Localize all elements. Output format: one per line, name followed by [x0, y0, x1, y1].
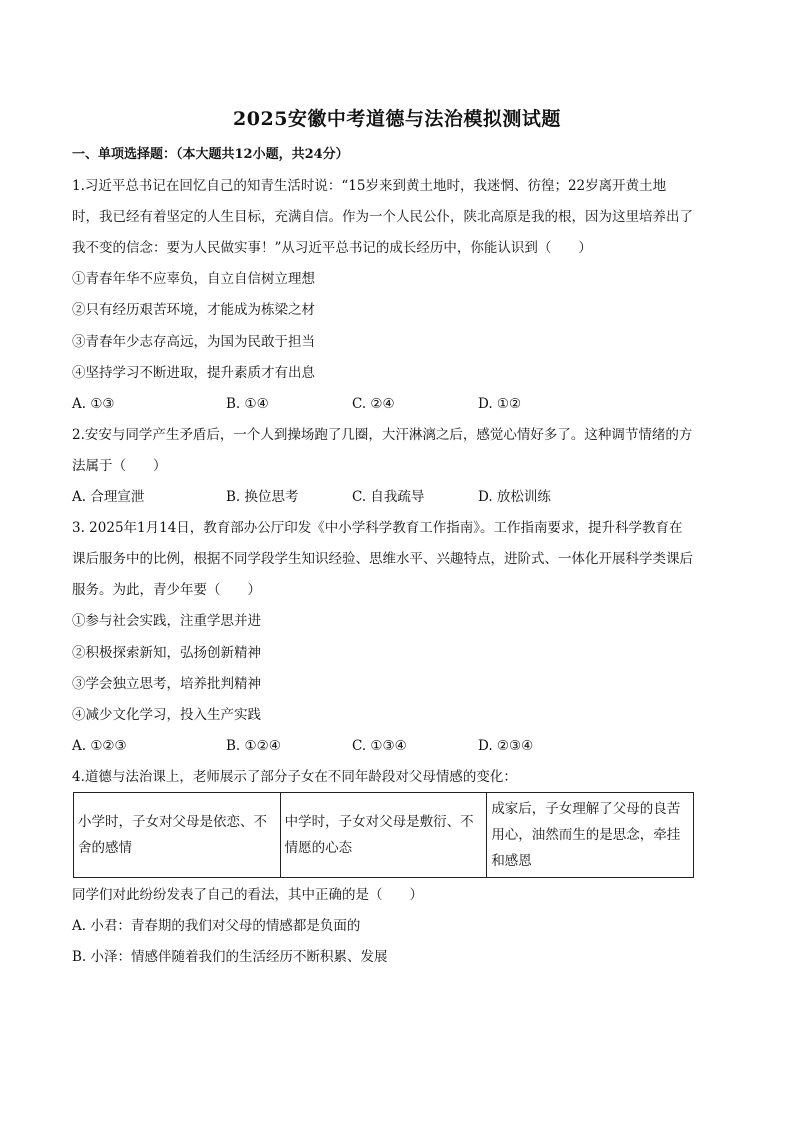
q2-stem-line: 2.安安与同学产生矛盾后，一个人到操场跑了几圈，大汗淋漓之后，感觉心情好多了。这种调节情绪的方 [72, 427, 693, 443]
q1-stem-line: 我不变的信念：要为人民做实事！”从习近平总书记的成长经历中，你能认识到（ ） [72, 240, 592, 256]
q3-statement: ②积极探索新知，弘扬创新精神 [72, 645, 261, 661]
q2-options [72, 488, 732, 506]
q3-stem-line: 服务。为此，青少年要（ ） [72, 582, 261, 598]
q1-statement: ④坚持学习不断进取，提升素质才有出息 [72, 365, 315, 381]
q1-option-a[interactable]: A. ①③ [72, 396, 115, 412]
q1-statement: ③青春年少志存高远，为国为民敢于担当 [72, 334, 315, 350]
q1-option-c[interactable]: C. ②④ [352, 396, 395, 412]
q3-options [72, 737, 732, 755]
q2-option-d[interactable]: D. 放松训练 [478, 489, 551, 505]
q1-stem-line: 时，我已经有着坚定的人生目标，充满自信。作为一个人民公仆，陕北高原是我的根，因为这里培养出了 [72, 209, 693, 225]
page-title: 2025安徽中考道德与法治模拟测试题 [233, 108, 561, 130]
section-heading: 一、单项选择题：（本大题共12小题，共24分） [72, 147, 349, 162]
q2-option-a[interactable]: A. 合理宣泄 [72, 489, 145, 505]
q4-option-a[interactable]: A. 小君：青春期的我们对父母的情感都是负面的 [72, 918, 361, 934]
q1-stem-line: 1.习近平总书记在回忆自己的知青生活时说：“15岁来到黄土地时，我迷惘、彷徨；22岁离开黄土地 [72, 178, 667, 194]
q4-prompt: 同学们对此纷纷发表了自己的看法，其中正确的是（ ） [72, 887, 423, 903]
q3-option-d[interactable]: D. ②③④ [478, 738, 534, 754]
q3-option-b[interactable]: B. ①②④ [226, 738, 281, 754]
table-cell-middle: 中学时，子女对父母是敷衍、不情愿的心态 [280, 793, 487, 878]
q2-stem-line: 法属于（ ） [72, 458, 167, 474]
q4-option-b[interactable]: B. 小泽：情感伴随着我们的生活经历不断积累、发展 [72, 949, 388, 965]
q3-option-c[interactable]: C. ①③④ [352, 738, 407, 754]
q3-statement: ③学会独立思考，培养批判精神 [72, 676, 261, 692]
q3-statement: ①参与社会实践，注重学思并进 [72, 613, 261, 629]
q1-statement: ②只有经历艰苦环境，才能成为栋梁之材 [72, 302, 315, 318]
table-row [74, 793, 694, 878]
table-cell-primary: 小学时，子女对父母是依恋、不舍的感情 [74, 793, 281, 878]
q3-stem-line: 3. 2025年1月14日，教育部办公厅印发《中小学科学教育工作指南》。工作指南要求，提升科学教育在 [72, 520, 683, 536]
q1-options [72, 395, 732, 413]
table-cell-adult: 成家后，子女理解了父母的良苦用心，油然而生的是思念，牵挂和感恩 [487, 793, 694, 878]
q2-option-b[interactable]: B. 换位思考 [226, 489, 299, 505]
q1-statement: ①青春年华不应辜负，自立自信树立理想 [72, 271, 315, 287]
q3-stem-line: 课后服务中的比例，根据不同学段学生知识经验、思维水平、兴趣特点，进阶式、一体化开展科学类课后 [72, 551, 693, 567]
q1-option-d[interactable]: D. ①② [478, 396, 522, 412]
q3-option-a[interactable]: A. ①②③ [72, 738, 127, 754]
q3-statement: ④减少文化学习，投入生产实践 [72, 707, 261, 723]
q4-table [73, 792, 694, 878]
q2-option-c[interactable]: C. 自我疏导 [352, 489, 425, 505]
q1-option-b[interactable]: B. ①④ [226, 396, 269, 412]
q4-stem-line: 4.道德与法治课上，老师展示了部分子女在不同年龄段对父母情感的变化： [72, 769, 517, 785]
